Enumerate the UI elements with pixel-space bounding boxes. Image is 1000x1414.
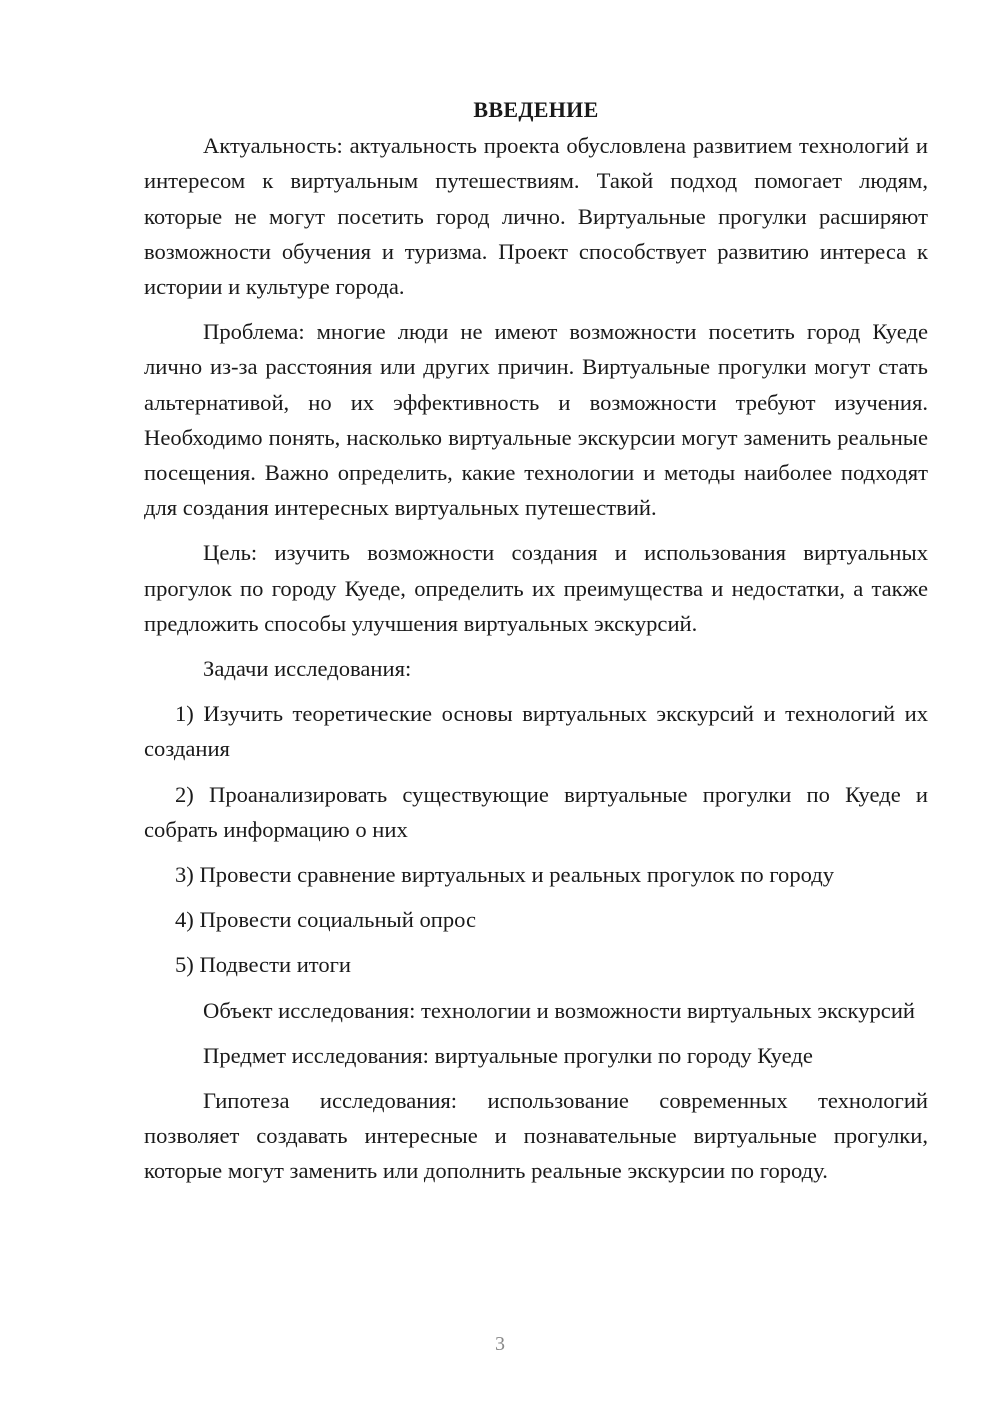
task-item: 2) Проанализировать существующие виртуальные прогулки по Куеде и собрать информацию о них <box>144 781 928 842</box>
task-item: 5) Подвести итоги <box>175 952 352 978</box>
problem-paragraph: Проблема: многие люди не имеют возможности посетить город Куеде лично из-за расстояния или других причин. Виртуальные прогулки могут стать альтернативой, но их эффективность и возможности требуют изучения. Необходимо понять, насколько виртуальные экскурсии могут заменить реальные посещения. Важно определить, какие технологии и методы наиболее подходят для создания интересных виртуальных путешествий. <box>144 319 928 521</box>
task-item: 4) Провести социальный опрос <box>175 907 477 933</box>
document-page <box>144 92 928 1189</box>
goal-paragraph: Цель: изучить возможности создания и использования виртуальных прогулок по городу Куеде, определить их преимущества и недостатки, а также предложить способы улучшения виртуальных экскурсий. <box>144 540 928 636</box>
task-item: 3) Провести сравнение виртуальных и реальных прогулок по городу <box>175 862 835 888</box>
section-title: ВВЕДЕНИЕ <box>473 97 599 122</box>
object-paragraph: Объект исследования: технологии и возможности виртуальных экскурсий <box>203 997 916 1023</box>
page-number: 3 <box>495 1333 505 1355</box>
hypothesis-paragraph: Гипотеза исследования: использование современных технологий позволяет создавать интересные и познавательные виртуальные прогулки, которые могут заменить или дополнить реальные экскурсии по городу. <box>144 1088 928 1184</box>
task-item: 1) Изучить теоретические основы виртуальных экскурсий и технологий их создания <box>144 701 928 762</box>
tasks-heading: Задачи исследования: <box>203 656 412 682</box>
relevance-paragraph: Актуальность: актуальность проекта обусловлена развитием технологий и интересом к виртуальным путешествиям. Такой подход помогает людям, которые не могут посетить город лично. Виртуальные прогулки расширяют возможности обучения и туризма. Проект способствует развитию интереса к истории и культуре города. <box>144 133 928 300</box>
subject-paragraph: Предмет исследования: виртуальные прогулки по городу Куеде <box>203 1042 813 1068</box>
